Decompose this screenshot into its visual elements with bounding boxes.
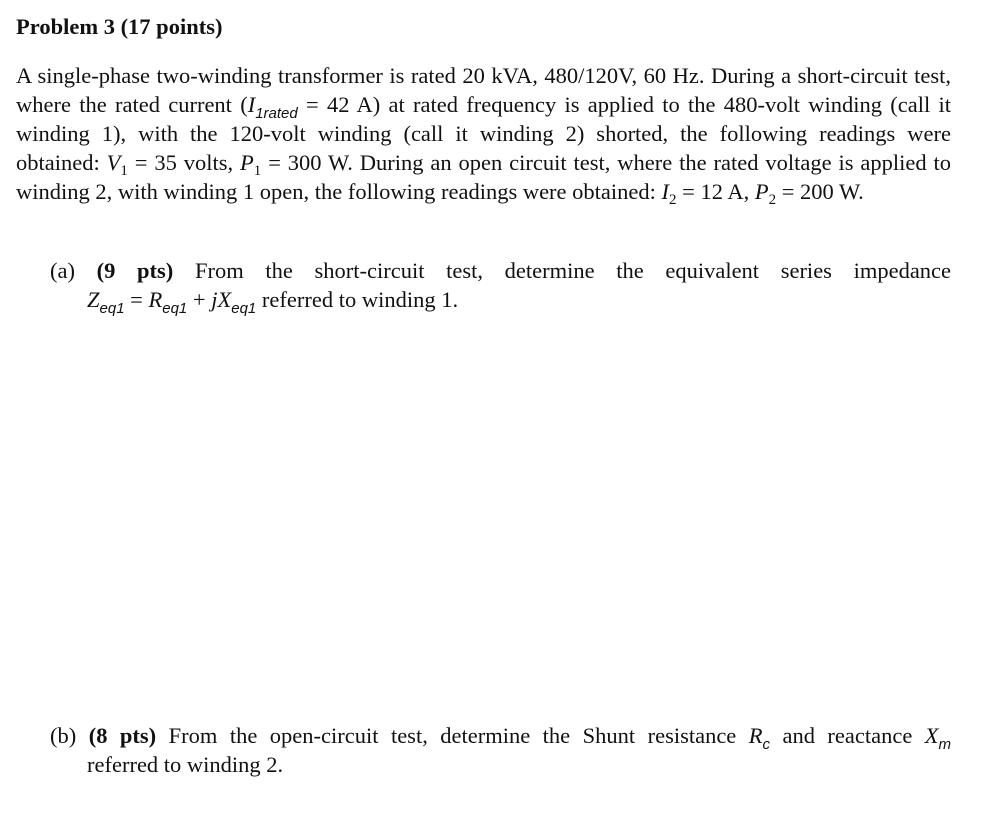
part-b-points: (8 pts) [88, 723, 157, 748]
part-a [50, 256, 952, 317]
part-a-points: (9 pts) [96, 258, 174, 283]
part-b-line1: (b) (8 pts) From the open-circuit test, determine the Shunt resistance $R_c$ and reactance $X_m$ [50, 723, 952, 753]
part-b-label: (b) [50, 723, 77, 748]
part-a-label: (a) [50, 258, 75, 283]
part-a-line1: (a) (9 pts) From the short-circuit test, determine the equivalent series impedance [50, 258, 952, 283]
part-b-line2: referred to winding 2. [87, 752, 284, 777]
problem-title: Problem 3 (17 points) [16, 14, 223, 39]
part-a-equation: $Z_{eq1} = R_{eq1} + jX_{eq1}$ referred to winding 1. [87, 287, 459, 317]
problem-statement: A single-phase two-winding transformer is rated 20 kVA, 480/120V, 60 Hz. During a short-circuit test, where the rated current ($I_{1rated} = 42$ A) at rated frequency is applied to the 480-volt winding (call it winding 1), with the 120-volt winding (call it winding 2) shorted, the following readings were obtained: $V_1 = 35$ volts, $P_1 = 300$ W. During an open circuit test, where the rated voltage is applied to winding 2, with winding 1 open, the following readings were obtained: $I_2 = 12$ A, $P_2 = 200$ W. [16, 63, 952, 208]
part-b [50, 721, 951, 779]
